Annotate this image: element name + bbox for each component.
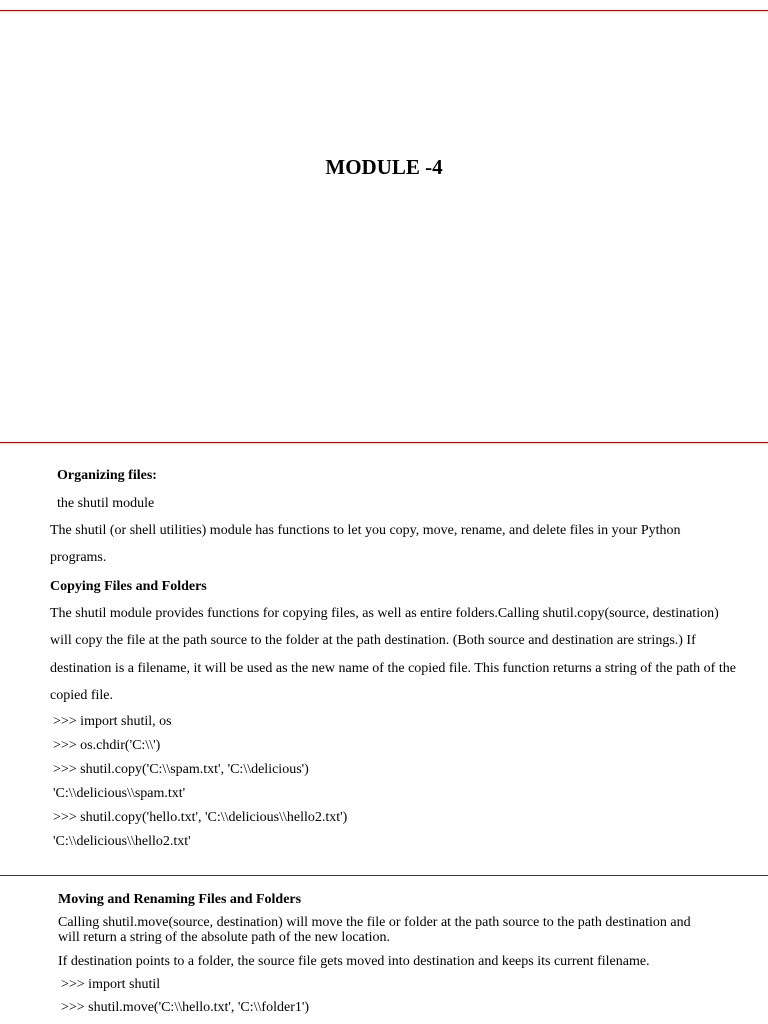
code-line: 'C:\\delicious\\spam.txt' [53, 786, 186, 801]
copying-section-paragraph: The shutil module provides functions for copying files, as well as entire folders.Calling shutil.copy(source, destination) will copy the file at the path source to the folder at the path destination. (Both source and destination are strings.) If destination is a filename, it will be used as the new name of the copied file. This function returns a string of the path of the copied file. [50, 606, 736, 703]
shutil-module-subheading: the shutil module [57, 496, 155, 511]
moving-section-paragraph: Calling shutil.move(source, destination) will move the file or folder at the path source to the path destination and will return a string of the absolute path of the new location. [58, 915, 691, 945]
code-line: >>> shutil.move('C:\\hello.txt', 'C:\\folder1') [61, 1000, 310, 1015]
code-line: >>> shutil.copy('C:\\spam.txt', 'C:\\delicious') [53, 762, 309, 777]
code-line: >>> shutil.copy('hello.txt', 'C:\\delicious\\hello2.txt') [53, 810, 348, 825]
code-line: 'C:\\delicious\\hello2.txt' [53, 834, 191, 849]
shutil-intro-paragraph: The shutil (or shell utilities) module has functions to let you copy, move, rename, and delete files in your Python programs. [50, 523, 681, 566]
slide-top-border [0, 10, 768, 11]
moving-section-title: Moving and Renaming Files and Folders [58, 892, 302, 907]
code-line: >>> os.chdir('C:\\') [53, 738, 161, 753]
moving-destination-note: If destination points to a folder, the source file gets moved into destination and keeps its current filename. [58, 954, 650, 969]
slide-divider-1 [0, 442, 768, 443]
code-line: >>> import shutil [61, 977, 161, 992]
organizing-files-heading: Organizing files: [57, 468, 157, 483]
code-line: >>> import shutil, os [53, 714, 172, 729]
slide-title: MODULE -4 [325, 155, 443, 179]
slide-divider-2 [0, 875, 768, 876]
copying-section-title: Copying Files and Folders [50, 579, 207, 594]
